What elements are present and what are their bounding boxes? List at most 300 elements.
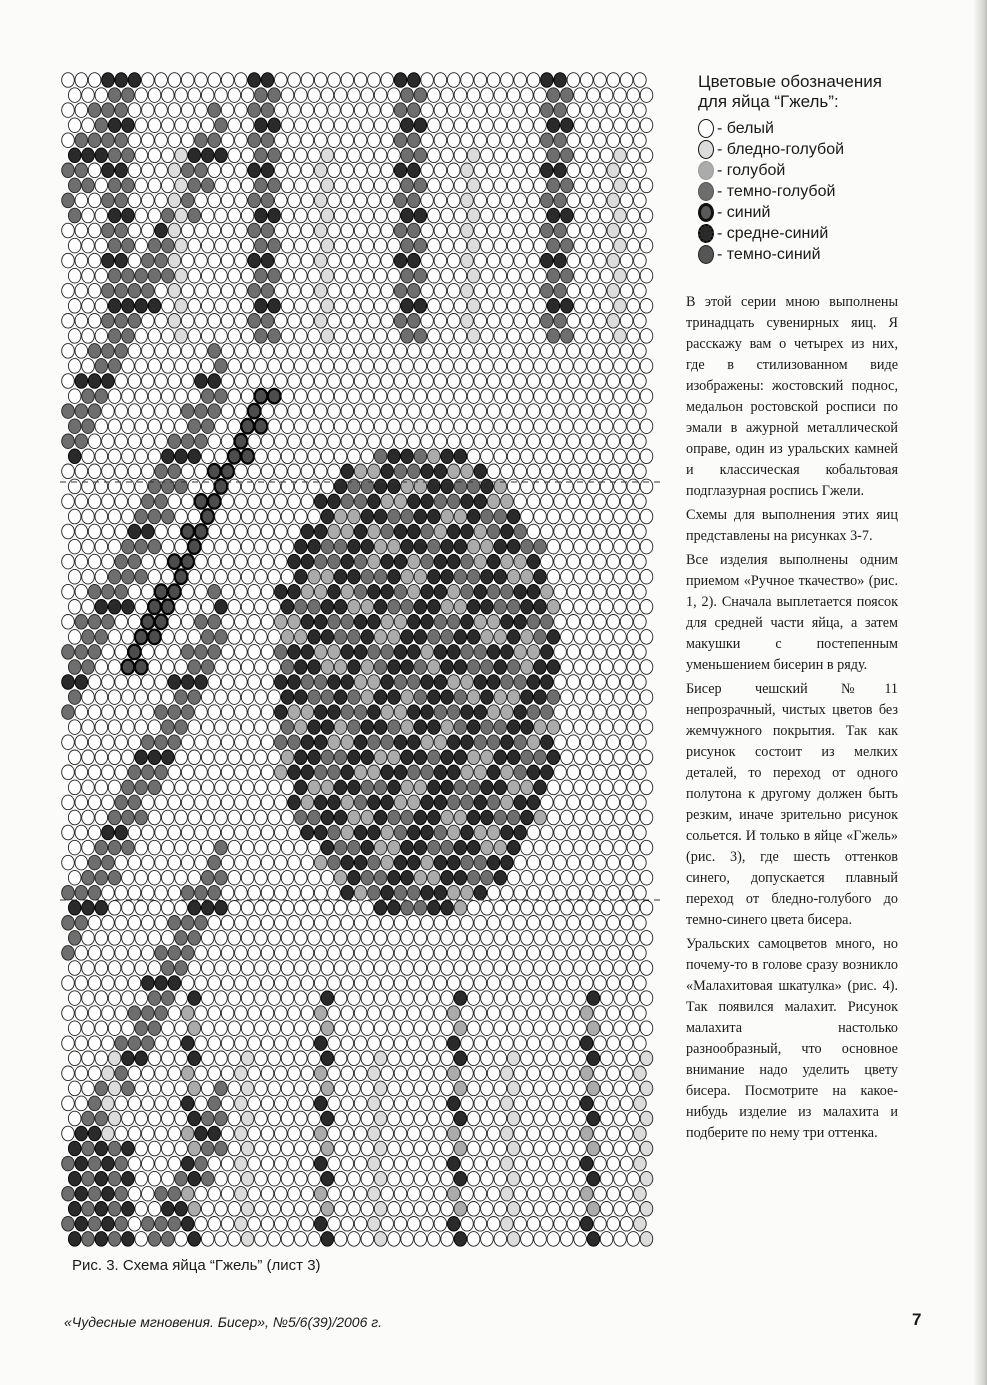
bead	[162, 1141, 175, 1156]
bead	[421, 374, 434, 389]
bead	[334, 840, 347, 855]
bead	[301, 554, 314, 569]
bead	[474, 404, 487, 419]
bead	[388, 961, 401, 976]
bead	[354, 253, 367, 268]
bead	[494, 901, 507, 916]
bead	[175, 600, 188, 615]
bead	[148, 600, 161, 615]
bead	[587, 148, 600, 163]
bead	[162, 569, 175, 584]
bead	[281, 931, 294, 946]
bead	[95, 118, 108, 133]
bead	[481, 1111, 494, 1126]
bead	[414, 359, 427, 374]
bead	[168, 103, 181, 118]
bead	[361, 810, 374, 825]
bead	[481, 600, 494, 615]
bead	[521, 299, 534, 314]
bead	[567, 404, 580, 419]
bead	[481, 208, 494, 223]
bead	[521, 359, 534, 374]
bead	[587, 299, 600, 314]
bead	[414, 690, 427, 705]
bead	[62, 795, 75, 810]
bead	[135, 539, 148, 554]
bead	[467, 389, 480, 404]
bead	[627, 810, 640, 825]
bead	[328, 1156, 341, 1171]
bead	[374, 1111, 387, 1126]
bead	[580, 1217, 593, 1232]
bead	[441, 840, 454, 855]
bead	[567, 795, 580, 810]
bead	[501, 1006, 514, 1021]
bead	[75, 283, 88, 298]
bead	[561, 1051, 574, 1066]
bead	[614, 118, 627, 133]
bead	[128, 584, 141, 599]
bead	[301, 825, 314, 840]
bead	[361, 1081, 374, 1096]
bead	[428, 1081, 441, 1096]
bead	[474, 645, 487, 660]
bead	[514, 524, 527, 539]
bead	[394, 494, 407, 509]
bead	[368, 1126, 381, 1141]
bead	[221, 404, 234, 419]
bead	[314, 434, 327, 449]
bead	[441, 238, 454, 253]
bead	[288, 223, 301, 238]
bead	[401, 539, 414, 554]
bead	[221, 163, 234, 178]
article-paragraph: В этой серии мною выполнены тринадцать сувенирных яиц. Я расскажу вам о четырех из них, где в стилизованном виде изображены: жостовский поднос, медальон ростовской росписи по эмали в ажурной металлической оправе, один из уральских камней и классическая кобальтовая подглазурная роспись Гжели.	[686, 294, 898, 499]
bead	[640, 1202, 653, 1217]
bead	[567, 554, 580, 569]
bead	[474, 554, 487, 569]
bead	[461, 855, 474, 870]
bead	[321, 1081, 334, 1096]
bead	[561, 148, 574, 163]
bead	[241, 870, 254, 885]
bead	[115, 524, 128, 539]
bead	[441, 1202, 454, 1217]
bead	[454, 991, 467, 1006]
bead	[534, 630, 547, 645]
bead	[454, 389, 467, 404]
bead	[521, 660, 534, 675]
bead	[102, 554, 115, 569]
bead	[341, 615, 354, 630]
bead	[421, 795, 434, 810]
bead	[162, 148, 175, 163]
bead	[95, 991, 108, 1006]
bead	[321, 299, 334, 314]
bead	[620, 885, 633, 900]
bead	[421, 524, 434, 539]
bead	[255, 238, 268, 253]
bead	[461, 434, 474, 449]
bead	[514, 404, 527, 419]
bead	[361, 449, 374, 464]
bead	[102, 976, 115, 991]
bead	[255, 389, 268, 404]
bead	[208, 374, 221, 389]
bead	[168, 795, 181, 810]
bead	[534, 810, 547, 825]
bead	[148, 419, 161, 434]
bead	[620, 1066, 633, 1081]
bead	[587, 178, 600, 193]
bead	[301, 1217, 314, 1232]
bead	[201, 449, 214, 464]
bead	[122, 178, 135, 193]
bead	[428, 299, 441, 314]
bead	[454, 630, 467, 645]
bead	[607, 163, 620, 178]
bead	[354, 103, 367, 118]
bead	[201, 1111, 214, 1126]
bead	[547, 1141, 560, 1156]
bead	[82, 569, 95, 584]
bead	[348, 449, 361, 464]
bead	[414, 901, 427, 916]
bead	[461, 765, 474, 780]
bead	[620, 825, 633, 840]
bead	[507, 870, 520, 885]
bead	[640, 780, 653, 795]
bead	[168, 374, 181, 389]
bead	[334, 268, 347, 283]
bead	[607, 1066, 620, 1081]
bead	[394, 374, 407, 389]
bead	[195, 344, 208, 359]
bead	[501, 554, 514, 569]
legend-item-pale-blue: - бледно-голубой	[698, 139, 938, 160]
bead	[135, 1051, 148, 1066]
bead	[68, 1202, 81, 1217]
article-paragraph: Уральских самоцветов много, но почему-то в голове сразу возникло «Малахитовая шкатулка» (рис. 4). Так появился малахит. Рисунок малахита настолько разнообразный, что основное внимание надо уделить цвету бисера. Посмотрите на какое-нибудь изделие из малахита и подберите по нему три оттенка.	[686, 936, 898, 1141]
bead	[554, 705, 567, 720]
bead	[261, 73, 274, 88]
bead	[348, 1141, 361, 1156]
bead	[128, 946, 141, 961]
bead	[115, 1217, 128, 1232]
bead	[487, 675, 500, 690]
bead	[441, 870, 454, 885]
bead	[241, 1051, 254, 1066]
bead	[314, 1036, 327, 1051]
bead	[308, 600, 321, 615]
bead	[308, 1232, 321, 1247]
bead	[414, 870, 427, 885]
bead	[162, 1171, 175, 1186]
bead	[381, 344, 394, 359]
bead	[467, 178, 480, 193]
bead	[461, 464, 474, 479]
bead	[467, 479, 480, 494]
bead	[235, 133, 248, 148]
bead	[620, 163, 633, 178]
bead	[414, 389, 427, 404]
bead	[268, 931, 281, 946]
bead	[534, 359, 547, 374]
bead	[235, 946, 248, 961]
bead	[275, 404, 288, 419]
bead	[334, 961, 347, 976]
bead	[507, 268, 520, 283]
bead	[627, 1111, 640, 1126]
bead	[348, 630, 361, 645]
bead	[155, 675, 168, 690]
bead	[314, 946, 327, 961]
bead	[580, 193, 593, 208]
bead	[587, 1202, 600, 1217]
bead	[434, 916, 447, 931]
bead	[248, 253, 261, 268]
bead	[314, 374, 327, 389]
bead	[428, 1202, 441, 1217]
bead	[128, 73, 141, 88]
bead	[135, 1171, 148, 1186]
bead	[474, 976, 487, 991]
bead	[295, 509, 308, 524]
bead	[354, 524, 367, 539]
bead	[115, 584, 128, 599]
bead	[627, 509, 640, 524]
bead	[408, 615, 421, 630]
dark-blue-bead-icon	[698, 182, 714, 201]
bead	[447, 976, 460, 991]
bead	[68, 479, 81, 494]
bead	[168, 735, 181, 750]
bead	[62, 464, 75, 479]
bead	[321, 359, 334, 374]
bead	[201, 148, 214, 163]
bead	[208, 494, 221, 509]
bead	[308, 479, 321, 494]
bead	[75, 464, 88, 479]
bead	[62, 253, 75, 268]
bead	[541, 103, 554, 118]
bead	[447, 253, 460, 268]
bead	[487, 344, 500, 359]
bead	[514, 675, 527, 690]
bead	[481, 961, 494, 976]
bead	[341, 434, 354, 449]
bead	[62, 344, 75, 359]
bead	[414, 118, 427, 133]
bead	[348, 660, 361, 675]
bead	[82, 901, 95, 916]
bead	[228, 329, 241, 344]
bead	[288, 1126, 301, 1141]
bead	[248, 1066, 261, 1081]
bead	[215, 1081, 228, 1096]
bead	[394, 916, 407, 931]
bead	[507, 1232, 520, 1247]
bead	[148, 88, 161, 103]
bead	[268, 750, 281, 765]
bead	[255, 299, 268, 314]
bead	[408, 1036, 421, 1051]
bead	[295, 1232, 308, 1247]
bead	[574, 780, 587, 795]
bead	[314, 1186, 327, 1201]
bead	[68, 720, 81, 735]
bead	[321, 1171, 334, 1186]
bead	[547, 329, 560, 344]
bead	[275, 1126, 288, 1141]
bead	[108, 1021, 121, 1036]
bead	[627, 901, 640, 916]
bead	[281, 1171, 294, 1186]
bead	[454, 479, 467, 494]
bead	[487, 976, 500, 991]
bead	[507, 479, 520, 494]
bead	[494, 509, 507, 524]
bead	[215, 148, 228, 163]
bead	[627, 1232, 640, 1247]
bead	[275, 133, 288, 148]
bead	[614, 299, 627, 314]
bead	[148, 1021, 161, 1036]
bead	[507, 630, 520, 645]
bead	[494, 870, 507, 885]
bead	[188, 720, 201, 735]
bead	[501, 615, 514, 630]
bead	[620, 193, 633, 208]
bead	[614, 208, 627, 223]
bead	[95, 569, 108, 584]
bead	[328, 494, 341, 509]
bead	[328, 1217, 341, 1232]
bead	[481, 88, 494, 103]
bead	[408, 976, 421, 991]
bead	[261, 976, 274, 991]
bead	[574, 690, 587, 705]
bead	[434, 705, 447, 720]
bead	[634, 1126, 647, 1141]
bead	[82, 931, 95, 946]
bead	[328, 675, 341, 690]
bead	[534, 931, 547, 946]
bead	[75, 1217, 88, 1232]
bead	[408, 554, 421, 569]
bead	[75, 946, 88, 961]
bead	[374, 690, 387, 705]
bead	[268, 1202, 281, 1217]
bead	[88, 615, 101, 630]
bead	[587, 118, 600, 133]
bead	[328, 554, 341, 569]
bead	[594, 193, 607, 208]
bead	[368, 946, 381, 961]
bead	[507, 329, 520, 344]
bead	[255, 268, 268, 283]
bead	[554, 193, 567, 208]
bead	[268, 961, 281, 976]
bead	[135, 600, 148, 615]
bead	[580, 705, 593, 720]
bead	[281, 1141, 294, 1156]
bead	[361, 1051, 374, 1066]
bead	[561, 509, 574, 524]
bead	[128, 1006, 141, 1021]
bead	[321, 961, 334, 976]
bead	[541, 253, 554, 268]
bead	[255, 88, 268, 103]
bead	[567, 675, 580, 690]
bead	[128, 253, 141, 268]
bead	[501, 645, 514, 660]
bead	[368, 675, 381, 690]
bead	[481, 118, 494, 133]
bead	[547, 299, 560, 314]
bead	[368, 193, 381, 208]
bead	[235, 765, 248, 780]
bead	[474, 825, 487, 840]
bead	[235, 494, 248, 509]
bead	[75, 675, 88, 690]
bead	[108, 750, 121, 765]
bead	[281, 1051, 294, 1066]
bead	[175, 1232, 188, 1247]
bead	[567, 825, 580, 840]
bead	[554, 163, 567, 178]
bead	[334, 118, 347, 133]
bead	[148, 268, 161, 283]
bead	[248, 705, 261, 720]
bead	[614, 1202, 627, 1217]
bead	[474, 1126, 487, 1141]
bead	[88, 885, 101, 900]
bead	[314, 705, 327, 720]
bead	[228, 1051, 241, 1066]
bead	[447, 133, 460, 148]
bead	[368, 133, 381, 148]
bead	[261, 615, 274, 630]
bead	[640, 630, 653, 645]
bead	[162, 1111, 175, 1126]
bead	[507, 539, 520, 554]
bead	[195, 1217, 208, 1232]
bead	[414, 840, 427, 855]
bead	[95, 449, 108, 464]
bead	[228, 600, 241, 615]
bead	[467, 539, 480, 554]
bead	[401, 238, 414, 253]
bead	[600, 961, 613, 976]
bead	[561, 539, 574, 554]
bead	[142, 193, 155, 208]
bead	[62, 735, 75, 750]
bead	[428, 268, 441, 283]
bead	[527, 885, 540, 900]
bead	[561, 1171, 574, 1186]
bead	[281, 88, 294, 103]
bead	[228, 780, 241, 795]
bead	[135, 1021, 148, 1036]
bead	[554, 615, 567, 630]
bead	[215, 1202, 228, 1217]
bead	[620, 615, 633, 630]
bead	[494, 88, 507, 103]
bead	[421, 1096, 434, 1111]
bead	[235, 584, 248, 599]
bead	[128, 1036, 141, 1051]
